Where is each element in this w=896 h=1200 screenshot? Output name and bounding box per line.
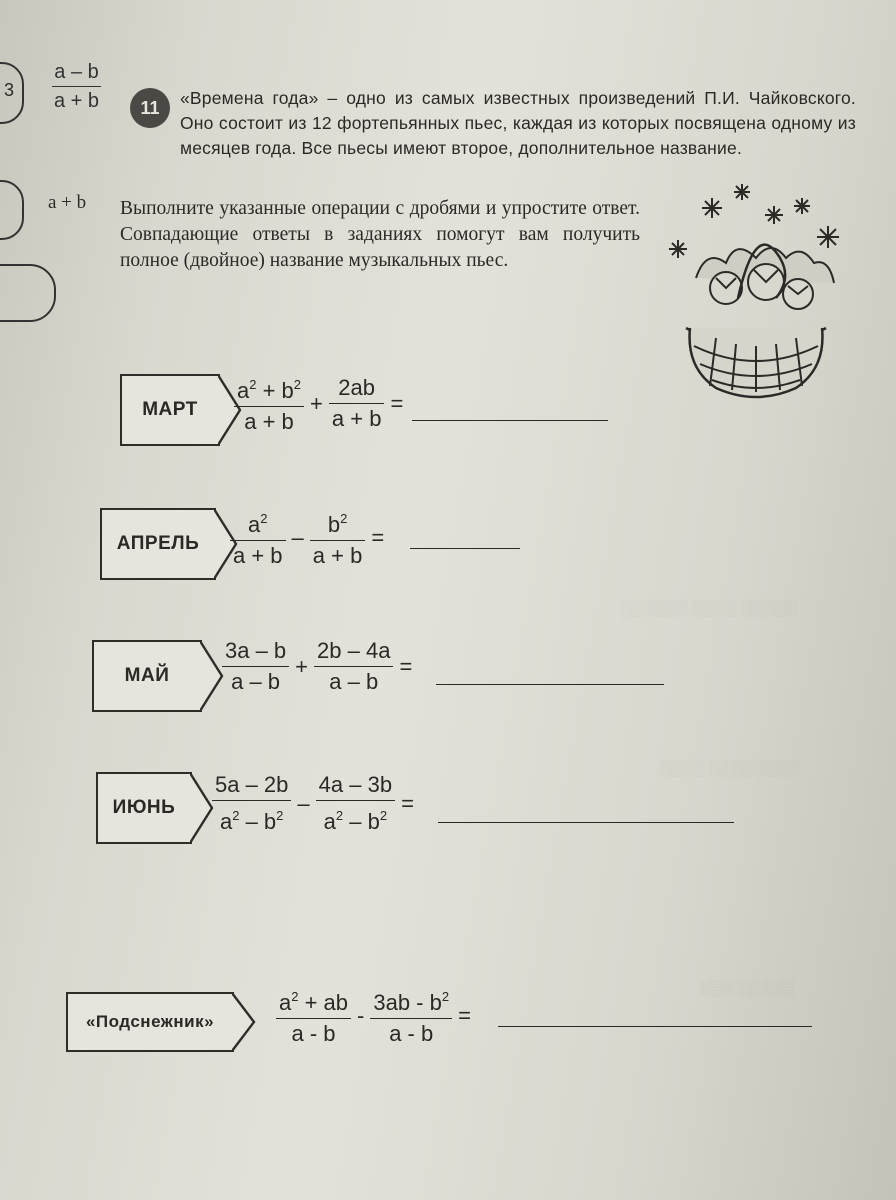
exercise-number-badge: 11	[130, 88, 170, 128]
bleed-through-text: ░░░░░ ░░░	[700, 980, 795, 997]
fraction-1	[212, 770, 291, 837]
bleed-through-text: ░░░░░░░░ ░░░░	[660, 760, 801, 777]
numerator: $a^2$ + ab	[279, 989, 349, 1015]
flower-basket-icon	[656, 178, 856, 408]
snowflake-icon	[669, 240, 687, 258]
fraction-1	[276, 982, 351, 1049]
margin-fraction: a – b a + b	[54, 61, 100, 112]
answer-box-fragment	[0, 180, 24, 240]
bleed-through-text: ░░░░░ ░░░░ ░░░░░░	[620, 600, 799, 617]
problem-label-2: АПРЕЛЬ	[100, 508, 216, 580]
numerator: 2b – 4a	[317, 638, 391, 663]
denominator: a + b	[331, 406, 382, 431]
denominator: a + b	[233, 543, 283, 568]
exercise-intro: «Времена года» – одно из самых известных произведений П.И. Чайковского. Оно состоит из 12 фортепьянных пьес, каждая из которых посвящена одному из месяцев года. Все пьесы имеют второе, дополнительное название.	[180, 88, 856, 158]
snowflake-icon	[765, 206, 783, 224]
fraction-2	[310, 504, 366, 571]
operator: -	[357, 1002, 365, 1028]
margin-text: a + b	[48, 192, 87, 213]
denominator: a – b	[231, 669, 281, 694]
denominator: a - b	[291, 1021, 336, 1046]
answer-line[interactable]	[412, 420, 608, 421]
denominator: $a^2 - b^2$	[219, 808, 284, 834]
snowflake-icon	[702, 198, 722, 218]
answer-box-fragment	[0, 264, 56, 322]
operator: +	[310, 390, 323, 416]
fraction-1	[234, 370, 304, 437]
fraction-2	[329, 373, 385, 434]
denominator: a + b	[244, 409, 294, 434]
fraction-2	[370, 982, 452, 1049]
problem-equation-4	[208, 770, 416, 837]
previous-page-margin	[0, 0, 120, 340]
problem-label-5: «Подснежник»	[66, 992, 234, 1052]
snowflake-icon	[734, 184, 750, 200]
fraction-1	[230, 504, 286, 571]
problem-equation-3	[218, 636, 414, 697]
operator: +	[295, 653, 309, 679]
numerator: 5a – 2b	[215, 772, 289, 797]
denominator: a + b	[312, 543, 363, 568]
exercise-task: Выполните указанные операции с дробями и упростите ответ. Совпадающие ответы в заданиях помогут вам получить полное (двойное) название музыкальных пьес.	[120, 198, 640, 271]
problem-label-1: МАРТ	[120, 374, 220, 446]
numerator: 4a – 3b	[318, 772, 393, 797]
fraction-1	[222, 636, 289, 697]
numerator: $a^2$	[248, 511, 268, 537]
snowflake-icon	[794, 198, 810, 214]
answer-line[interactable]	[438, 822, 734, 823]
problem-equation-2	[226, 504, 386, 571]
equals-sign: =	[458, 1002, 471, 1028]
fraction-2	[316, 770, 395, 837]
answer-line[interactable]	[436, 684, 664, 685]
numerator: 2ab	[338, 375, 376, 400]
denominator: $a^2 - b^2$	[323, 808, 388, 834]
numerator: $b^2$	[327, 511, 348, 537]
equals-sign: =	[401, 790, 414, 816]
operator: –	[297, 790, 310, 816]
numerator: $3ab - b^2$	[373, 989, 450, 1015]
answer-line[interactable]	[498, 1026, 812, 1027]
problem-equation-1	[230, 370, 405, 437]
fraction-2	[314, 636, 393, 697]
problem-equation-5	[272, 982, 473, 1049]
numerator: 3a – b	[225, 638, 287, 663]
snowflake-icon	[817, 226, 839, 248]
badge-fragment: 3	[4, 80, 15, 100]
equals-sign: =	[390, 390, 404, 416]
equals-sign: =	[371, 524, 385, 550]
denominator: a – b	[329, 669, 379, 694]
label-arrow-icon	[232, 992, 258, 1052]
problem-label-3: МАЙ	[92, 640, 202, 712]
numerator: $a^2 + b^2$	[237, 377, 302, 403]
answer-line[interactable]	[410, 548, 520, 549]
denominator: a - b	[389, 1021, 434, 1046]
equals-sign: =	[399, 653, 413, 679]
problem-label-4: ИЮНЬ	[96, 772, 192, 844]
operator: –	[291, 524, 304, 550]
